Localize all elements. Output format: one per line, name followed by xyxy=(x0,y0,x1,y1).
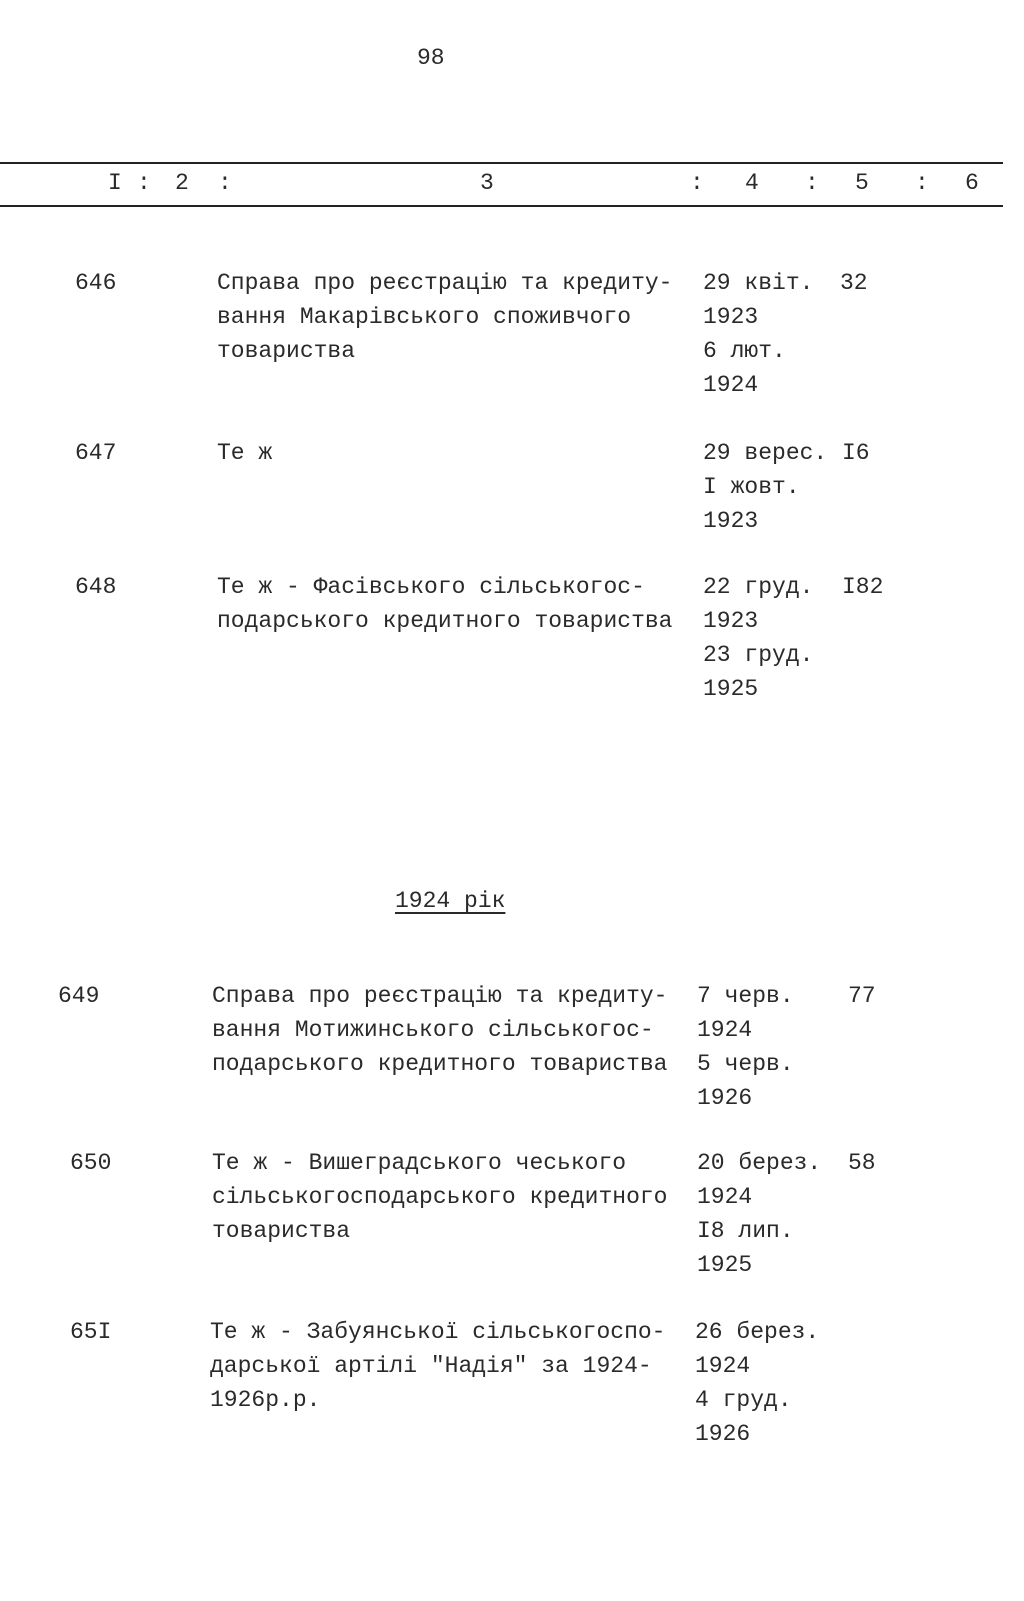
entry-date-line: 1925 xyxy=(697,1252,753,1278)
entry-date-line: 7 черв. xyxy=(697,983,794,1009)
entry-date-line: 4 груд. xyxy=(695,1387,792,1413)
entry-description-line: товариства xyxy=(217,338,356,364)
entry-number: 648 xyxy=(75,574,117,600)
entry-description-line: Справа про реєстрацію та кредиту- xyxy=(217,270,673,296)
column-separator: : xyxy=(915,170,929,196)
entry-description-line: Справа про реєстрацію та кредиту- xyxy=(212,983,668,1009)
column-number: 3 xyxy=(480,170,494,196)
entry-date-line: 29 верес. xyxy=(703,440,828,466)
entry-date-line: 1923 xyxy=(703,508,759,534)
entry-date-line: 1924 xyxy=(695,1353,751,1379)
entry-date-line: 22 груд. xyxy=(703,574,814,600)
entry-date-line: 1924 xyxy=(697,1184,753,1210)
entry-date-line: 1926 xyxy=(697,1085,753,1111)
page-number: 98 xyxy=(417,45,445,71)
entry-date-line: I жовт. xyxy=(703,474,800,500)
entry-date-line: 1926 xyxy=(695,1421,751,1447)
entry-description-line: вання Мотижинського сільськогос- xyxy=(212,1017,654,1043)
header-bottom-rule xyxy=(0,205,1003,207)
header-top-rule xyxy=(0,162,1003,164)
entry-date-line: 6 лют. xyxy=(703,338,786,364)
entry-date-line: 1923 xyxy=(703,608,759,634)
column-separator: : xyxy=(690,170,704,196)
entry-description-line: товариства xyxy=(212,1218,351,1244)
entry-description-line: дарської артілі "Надія" за 1924- xyxy=(210,1353,652,1379)
entry-sheet-count: 77 xyxy=(848,983,876,1009)
entry-sheet-count: 58 xyxy=(848,1150,876,1176)
section-heading: 1924 рік xyxy=(395,888,506,914)
entry-number: 650 xyxy=(70,1150,112,1176)
column-separator: : xyxy=(218,170,232,196)
entry-description-line: Те ж - Фасівського сільськогос- xyxy=(217,574,645,600)
column-number: 4 xyxy=(745,170,759,196)
entry-sheet-count: I82 xyxy=(842,574,884,600)
column-number: 6 xyxy=(965,170,979,196)
entry-date-line: 1923 xyxy=(703,304,759,330)
entry-date-line: 23 груд. xyxy=(703,642,814,668)
entry-date-line: 26 берез. xyxy=(695,1319,820,1345)
column-number: I xyxy=(108,170,122,196)
column-separator: : xyxy=(805,170,819,196)
entry-description-line: подарського кредитного товариства xyxy=(217,608,673,634)
entry-date-line: 1924 xyxy=(703,372,759,398)
entry-description-line: Те ж - Вишеградського чеського xyxy=(212,1150,627,1176)
entry-date-line: 5 черв. xyxy=(697,1051,794,1077)
entry-number: 649 xyxy=(58,983,100,1009)
entry-number: 646 xyxy=(75,270,117,296)
entry-description-line: Те ж xyxy=(217,440,273,466)
column-number: 2 xyxy=(175,170,189,196)
entry-description-line: сільськогосподарського кредитного xyxy=(212,1184,668,1210)
entry-description-line: 1926р.р. xyxy=(210,1387,321,1413)
entry-description-line: Те ж - Забуянської сільськогоспо- xyxy=(210,1319,666,1345)
entry-date-line: 1925 xyxy=(703,676,759,702)
entry-date-line: 1924 xyxy=(697,1017,753,1043)
entry-date-line: 29 квіт. xyxy=(703,270,814,296)
entry-date-line: I8 лип. xyxy=(697,1218,794,1244)
entry-date-line: 20 берез. xyxy=(697,1150,822,1176)
entry-number: 647 xyxy=(75,440,117,466)
column-number: 5 xyxy=(855,170,869,196)
entry-description-line: подарського кредитного товариства xyxy=(212,1051,668,1077)
column-separator: : xyxy=(137,170,151,196)
entry-number: 65I xyxy=(70,1319,112,1345)
entry-sheet-count: I6 xyxy=(842,440,870,466)
entry-description-line: вання Макарівського споживчого xyxy=(217,304,632,330)
entry-sheet-count: 32 xyxy=(840,270,868,296)
